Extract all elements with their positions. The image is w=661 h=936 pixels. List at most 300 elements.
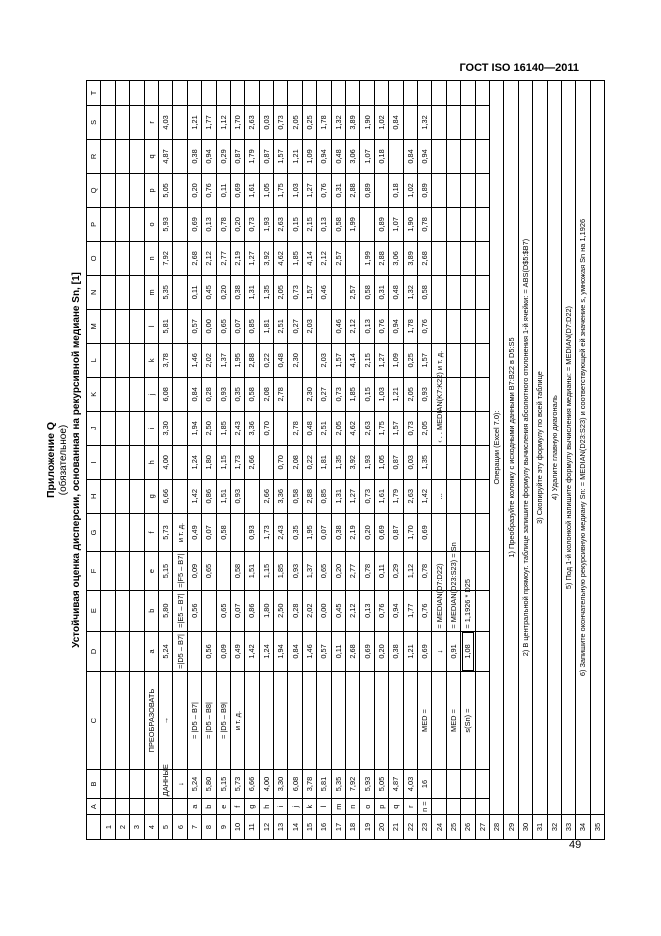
cell: [173, 241, 187, 275]
operation-row: [533, 81, 547, 840]
cell: 0,93: [216, 377, 230, 411]
cell: 1,42: [417, 479, 431, 513]
cell: 0,15: [288, 207, 302, 241]
cell: [461, 513, 475, 552]
table-row: [144, 81, 158, 840]
cell: [101, 207, 115, 241]
cell: [115, 445, 129, 479]
cell: 0,20: [187, 173, 201, 207]
cell: [461, 479, 475, 513]
cell: 2,77: [346, 552, 360, 591]
cell: [461, 173, 475, 207]
operation-row: [518, 81, 532, 840]
row-number: 8: [202, 815, 216, 840]
table-row: [302, 81, 316, 840]
cell: 1,12: [403, 552, 417, 591]
cell: [101, 411, 115, 445]
cell: 1,57: [417, 343, 431, 377]
column-header-t: T: [87, 81, 101, 106]
cell: 0,89: [374, 207, 388, 241]
cell: l: [144, 309, 158, 343]
column-header-p: P: [87, 207, 101, 241]
cell: [475, 173, 489, 207]
cell: 2,51: [274, 309, 288, 343]
cell: [288, 81, 302, 106]
column-header-e: E: [87, 590, 101, 631]
cell: 4,03: [158, 105, 172, 139]
cell: 1,32: [331, 105, 345, 139]
cell: 2,05: [331, 411, 345, 445]
cell: =|F5 – B7|: [173, 552, 187, 591]
cell: 0,85: [317, 479, 331, 513]
cell: 1,21: [389, 377, 403, 411]
cell: [461, 769, 475, 798]
cell: 0,48: [389, 275, 403, 309]
cell: [475, 241, 489, 275]
cell: 2,15: [360, 343, 374, 377]
cell: [432, 139, 446, 173]
cell: a: [187, 799, 201, 815]
row-number: 25: [446, 815, 460, 840]
cell: [130, 769, 144, 798]
cell: 0,58: [417, 275, 431, 309]
cell: 0,78: [216, 207, 230, 241]
cell: 0,58: [245, 377, 259, 411]
cell: 1,35: [417, 445, 431, 479]
cell: 0,93: [245, 513, 259, 552]
cell: 0,46: [331, 309, 345, 343]
cell: 0,20: [230, 207, 244, 241]
cell: 2,63: [403, 479, 417, 513]
cell: 2,19: [346, 513, 360, 552]
cell: 0,03: [259, 105, 273, 139]
cell: 0,78: [360, 552, 374, 591]
cell: 2,12: [346, 309, 360, 343]
cell: 2,05: [403, 377, 417, 411]
cell: r: [144, 105, 158, 139]
column-header-j: J: [87, 411, 101, 445]
cell: [130, 139, 144, 173]
cell: 0,58: [360, 275, 374, 309]
cell: 0,86: [245, 590, 259, 631]
cell: o: [360, 799, 374, 815]
cell: ↓: [173, 769, 187, 798]
cell: [115, 769, 129, 798]
cell: [475, 479, 489, 513]
operation-row: [504, 81, 518, 840]
cell: ДАННЫЕ: [158, 769, 172, 798]
cell: 1,15: [216, 445, 230, 479]
cell: 2,88: [374, 241, 388, 275]
cell: 3,36: [274, 479, 288, 513]
cell: [202, 590, 216, 631]
cell: 0,00: [317, 590, 331, 631]
cell: 2,88: [245, 343, 259, 377]
cell: 2,30: [288, 343, 302, 377]
cell: [101, 343, 115, 377]
table-row: [187, 81, 201, 840]
cell: 6,66: [245, 769, 259, 798]
cell: 1,46: [187, 343, 201, 377]
cell: 0,70: [274, 445, 288, 479]
cell: 5,81: [158, 309, 172, 343]
row-number: 18: [346, 815, 360, 840]
cell: 0,65: [202, 552, 216, 591]
cell: [446, 343, 460, 377]
cell: 1,70: [403, 513, 417, 552]
table-row: [331, 81, 345, 840]
column-header-f: F: [87, 552, 101, 591]
operation-row: [547, 81, 561, 840]
cell: 0,48: [302, 411, 316, 445]
cell: = |D5 – B9|: [216, 672, 230, 769]
row-number: 6: [173, 815, 187, 840]
cell: [360, 672, 374, 769]
cell: [475, 445, 489, 479]
cell: 0,11: [216, 173, 230, 207]
cell: 0,94: [317, 139, 331, 173]
cell: 1,78: [403, 309, 417, 343]
cell: [475, 590, 489, 631]
cell: 2,02: [202, 343, 216, 377]
cell: 2,43: [274, 513, 288, 552]
cell: [403, 81, 417, 106]
cell: [461, 241, 475, 275]
cell: [130, 411, 144, 445]
cell: 0,18: [374, 139, 388, 173]
cell: 0,93: [230, 479, 244, 513]
cell: 0,13: [202, 207, 216, 241]
row-number: 34: [576, 815, 590, 840]
cell: 0,58: [216, 513, 230, 552]
cell: 2,78: [274, 377, 288, 411]
cell: 3,06: [389, 241, 403, 275]
cell: k: [302, 799, 316, 815]
table-row: [245, 81, 259, 840]
cell: 0,78: [417, 207, 431, 241]
cell: [173, 672, 187, 769]
cell: q: [389, 799, 403, 815]
cell: [374, 81, 388, 106]
cell: 1,75: [374, 411, 388, 445]
cell: [101, 377, 115, 411]
cell: 0,87: [389, 513, 403, 552]
operation-text: 6) Запишите окончательную рекурсивную медиану Sn: = MEDIAN(D23:S23) и соответствующей ей значение s, умножая Sn на 1,1926: [576, 81, 590, 815]
cell: 1,37: [216, 343, 230, 377]
cell: [446, 799, 460, 815]
cell: 0,20: [360, 513, 374, 552]
cell: e: [216, 799, 230, 815]
cell: 0,57: [317, 631, 331, 672]
cell: 0,70: [259, 411, 273, 445]
row-number: 32: [547, 815, 561, 840]
cell: 2,66: [259, 479, 273, 513]
cell: [173, 275, 187, 309]
cell: [115, 309, 129, 343]
cell: 0,00: [202, 309, 216, 343]
cell: 0,29: [216, 139, 230, 173]
operation-text: 4) Удалите главную диагональ: [547, 81, 561, 815]
cell: 1,31: [331, 479, 345, 513]
operation-row: [489, 81, 503, 840]
cell: [115, 513, 129, 552]
cell: [187, 631, 201, 672]
cell: j: [144, 377, 158, 411]
cell: [475, 769, 489, 798]
cell: 0,27: [288, 309, 302, 343]
cell: 1,42: [187, 479, 201, 513]
table-row: [173, 81, 187, 840]
cell: 0,15: [360, 377, 374, 411]
cell: 2,50: [274, 590, 288, 631]
cell: [130, 672, 144, 769]
cell: =|D5 – B7|: [173, 631, 187, 672]
cell: [475, 672, 489, 769]
cell: [130, 275, 144, 309]
cell: [115, 173, 129, 207]
row-number: 5: [158, 815, 172, 840]
cell: [432, 513, 446, 552]
column-header-m: M: [87, 309, 101, 343]
row-number: 19: [360, 815, 374, 840]
cell: 0,45: [202, 275, 216, 309]
cell: [461, 105, 475, 139]
row-number: 11: [245, 815, 259, 840]
cell: [115, 377, 129, 411]
cell: 1,12: [216, 105, 230, 139]
cell: [173, 309, 187, 343]
cell: MED =: [417, 672, 431, 769]
cell: 0,49: [187, 513, 201, 552]
cell: [461, 309, 475, 343]
column-header-g: G: [87, 513, 101, 552]
cell: [130, 81, 144, 106]
cell: 3,06: [346, 139, 360, 173]
cell: [475, 207, 489, 241]
cell: 0,11: [331, 631, 345, 672]
cell: [389, 81, 403, 106]
row-number: 4: [144, 815, 158, 840]
cell: = |D5 – B7|: [187, 672, 201, 769]
cell: p: [374, 799, 388, 815]
cell: 0,85: [245, 309, 259, 343]
cell: 1,24: [187, 445, 201, 479]
cell: 0,94: [389, 590, 403, 631]
cell: 1,27: [374, 343, 388, 377]
cell: [374, 173, 388, 207]
cell: 1,85: [288, 241, 302, 275]
cell: h: [144, 445, 158, 479]
cell: 2,63: [274, 207, 288, 241]
cell: 0,76: [374, 590, 388, 631]
cell: [461, 411, 475, 445]
cell: 2,88: [346, 173, 360, 207]
row-number: 33: [561, 815, 575, 840]
cell: 0,73: [360, 479, 374, 513]
cell: [346, 672, 360, 769]
cell: [130, 552, 144, 591]
cell: [115, 139, 129, 173]
cell: 0,22: [259, 343, 273, 377]
operation-row: [590, 81, 604, 840]
cell: 5,73: [230, 769, 244, 798]
cell: [115, 672, 129, 769]
cell: 0,22: [302, 445, 316, 479]
cell: [274, 672, 288, 769]
cell: 6,08: [288, 769, 302, 798]
cell: 1,15: [259, 552, 273, 591]
cell: [446, 275, 460, 309]
cell: [302, 343, 316, 377]
cell: [432, 105, 446, 139]
cell: [446, 769, 460, 798]
cell: n: [144, 241, 158, 275]
cell: [130, 241, 144, 275]
column-header-a: A: [87, 799, 101, 815]
cell: [317, 81, 331, 106]
column-header-i: I: [87, 445, 101, 479]
cell: [274, 81, 288, 106]
cell: [461, 207, 475, 241]
cell: [389, 672, 403, 769]
cell: n =: [417, 799, 431, 815]
table-row: [317, 81, 331, 840]
cell: n: [346, 799, 360, 815]
cell: 1,24: [259, 631, 273, 672]
cell: [101, 173, 115, 207]
cell: 0,84: [403, 139, 417, 173]
cell: 4,14: [346, 343, 360, 377]
cell: 1,46: [302, 631, 316, 672]
cell: 0,94: [202, 139, 216, 173]
cell: p: [144, 173, 158, 207]
cell: 0,73: [288, 275, 302, 309]
cell: 5,24: [158, 631, 172, 672]
cell: 2,05: [274, 275, 288, 309]
cell: [446, 411, 460, 445]
table-row: [158, 81, 172, 840]
cell: [101, 241, 115, 275]
cell: 0,25: [302, 105, 316, 139]
cell: 0,29: [389, 552, 403, 591]
cell: 1,80: [202, 445, 216, 479]
cell: [115, 411, 129, 445]
cell: [173, 411, 187, 445]
cell: f: [230, 799, 244, 815]
row-number: 21: [389, 815, 403, 840]
row-number: 30: [518, 815, 532, 840]
cell: 4,14: [302, 241, 316, 275]
operation-text: 5) Под 1-й колонкой напишите формулу вычисления медианы: = MEDIAN(D7:D22): [561, 81, 575, 815]
cell: 1,80: [259, 590, 273, 631]
cell: 7,92: [346, 769, 360, 798]
cell: [346, 81, 360, 106]
cell: 0,76: [417, 590, 431, 631]
row-number: 14: [288, 815, 302, 840]
table-row: [432, 81, 446, 840]
cell: [173, 173, 187, 207]
cell: [187, 81, 201, 106]
cell: 0,20: [374, 631, 388, 672]
cell: [461, 445, 475, 479]
column-header-c: C: [87, 672, 101, 769]
cell: [101, 479, 115, 513]
cell: 3,92: [259, 241, 273, 275]
cell: 3,78: [158, 343, 172, 377]
cell: 1,61: [374, 479, 388, 513]
cell: b: [202, 799, 216, 815]
table-row: [346, 81, 360, 840]
cell: [101, 552, 115, 591]
cell: 0,38: [187, 139, 201, 173]
operation-row: [576, 81, 590, 840]
cell: 5,81: [317, 769, 331, 798]
cell: [101, 309, 115, 343]
cell: [360, 207, 374, 241]
cell: [101, 139, 115, 173]
cell: 1,02: [403, 173, 417, 207]
cell: [130, 309, 144, 343]
cell: 1,94: [187, 411, 201, 445]
row-number: 23: [417, 815, 431, 840]
cell: и т. д.: [230, 672, 244, 769]
cell: 0,13: [360, 309, 374, 343]
cell: 5,80: [158, 590, 172, 631]
cell: [288, 672, 302, 769]
appendix-status: (обязательное): [58, 424, 69, 496]
cell: 1,07: [389, 207, 403, 241]
cell: [130, 343, 144, 377]
cell: [317, 309, 331, 343]
table-row: [389, 81, 403, 840]
column-header-r: R: [87, 139, 101, 173]
operation-text: 3) Скопируйте эту формулу по всей таблице: [533, 81, 547, 815]
cell: 2,19: [230, 241, 244, 275]
cell: 1,02: [374, 105, 388, 139]
cell: 0,35: [230, 377, 244, 411]
cell: r: [403, 799, 417, 815]
cell: [331, 672, 345, 769]
cell: 2,57: [346, 275, 360, 309]
cell: f: [144, 513, 158, 552]
cell: 1,78: [317, 105, 331, 139]
cell: 0,84: [288, 631, 302, 672]
cell: 3,36: [245, 411, 259, 445]
operation-row: [561, 81, 575, 840]
table-row: [259, 81, 273, 840]
cell: 0,48: [331, 139, 345, 173]
cell: ↓: [432, 631, 446, 672]
cell: [461, 275, 475, 309]
cell: 0,45: [331, 590, 345, 631]
page-number: 49: [569, 839, 582, 851]
cell: [130, 207, 144, 241]
cell: 2,15: [302, 207, 316, 241]
cell: [101, 769, 115, 798]
cell: 0,56: [187, 590, 201, 631]
cell: 2,68: [187, 241, 201, 275]
cell: [446, 81, 460, 106]
row-number: 29: [504, 815, 518, 840]
cell: →: [158, 672, 172, 769]
cell: [259, 672, 273, 769]
cell: [475, 552, 489, 591]
row-number: 15: [302, 815, 316, 840]
cell: [130, 377, 144, 411]
table-row: [461, 81, 475, 840]
cell: [173, 377, 187, 411]
cell: [101, 445, 115, 479]
